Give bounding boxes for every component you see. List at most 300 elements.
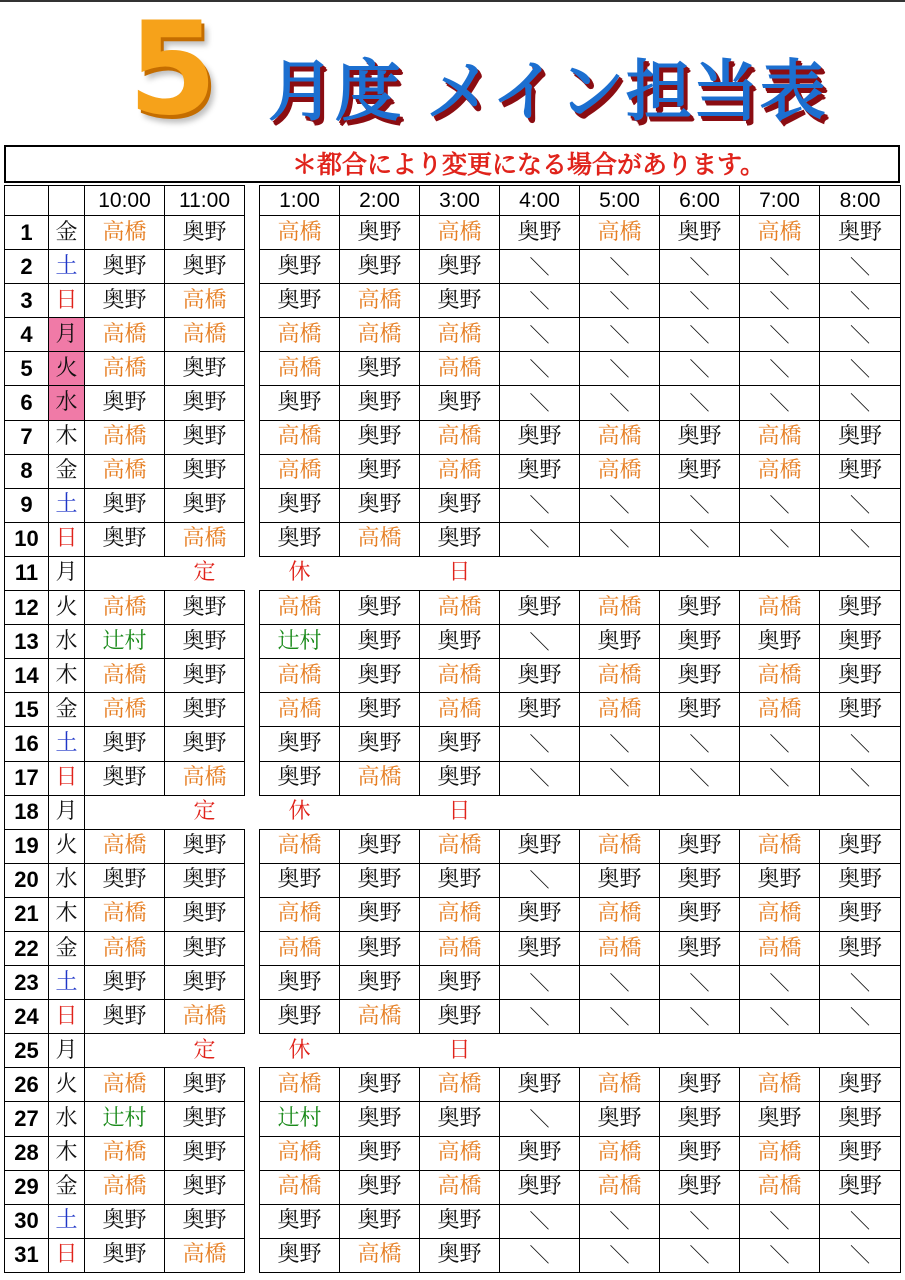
closed-day-row — [5, 556, 901, 590]
staff-cell: 高橋 — [165, 318, 245, 352]
staff-cell: 奥野 — [340, 420, 420, 454]
gap-cell — [245, 216, 260, 250]
staff-cell: 奥野 — [420, 727, 500, 761]
day-of-week: 木 — [49, 420, 85, 454]
schedule-row — [5, 488, 901, 522]
header-time: 1:00 — [260, 186, 340, 216]
staff-cell: ＼ — [740, 488, 820, 522]
day-number: 26 — [5, 1068, 49, 1102]
staff-cell: ＼ — [820, 386, 901, 420]
day-number: 16 — [5, 727, 49, 761]
schedule-row — [5, 1204, 901, 1238]
staff-cell: 奥野 — [85, 761, 165, 795]
gap-cell — [245, 420, 260, 454]
staff-cell: ＼ — [820, 966, 901, 1000]
header-time: 3:00 — [420, 186, 500, 216]
staff-cell: 奥野 — [820, 931, 901, 965]
staff-cell: 高橋 — [420, 318, 500, 352]
staff-cell: 奥野 — [165, 488, 245, 522]
staff-cell: 奥野 — [420, 488, 500, 522]
day-of-week: 水 — [49, 863, 85, 897]
day-of-week: 日 — [49, 1238, 85, 1272]
closed-cell — [165, 556, 245, 590]
staff-cell: 奥野 — [660, 420, 740, 454]
staff-cell: 奥野 — [165, 1068, 245, 1102]
staff-cell: 奥野 — [165, 1170, 245, 1204]
staff-cell: 奥野 — [85, 284, 165, 318]
staff-cell: ＼ — [740, 352, 820, 386]
closed-cell — [580, 1034, 660, 1068]
schedule-row — [5, 1170, 901, 1204]
closed-cell — [740, 1034, 820, 1068]
day-number: 13 — [5, 625, 49, 659]
staff-cell: 奥野 — [85, 386, 165, 420]
day-of-week: 水 — [49, 1102, 85, 1136]
schedule-row — [5, 727, 901, 761]
staff-cell: 奥野 — [500, 829, 580, 863]
gap-cell — [245, 1170, 260, 1204]
day-of-week: 月 — [49, 795, 85, 829]
staff-cell: 奥野 — [500, 659, 580, 693]
gap-cell — [245, 829, 260, 863]
staff-cell: 高橋 — [740, 897, 820, 931]
staff-cell: 奥野 — [165, 250, 245, 284]
gap-cell — [245, 897, 260, 931]
closed-cell — [660, 795, 740, 829]
staff-cell: 高橋 — [260, 693, 340, 727]
staff-cell: 高橋 — [740, 659, 820, 693]
staff-cell: 奥野 — [740, 1102, 820, 1136]
staff-cell: 奥野 — [340, 386, 420, 420]
staff-cell: 奥野 — [260, 1204, 340, 1238]
day-of-week: 土 — [49, 727, 85, 761]
gap-cell — [245, 284, 260, 318]
gap-cell — [245, 931, 260, 965]
day-number: 8 — [5, 454, 49, 488]
staff-cell: 高橋 — [580, 829, 660, 863]
day-of-week: 日 — [49, 761, 85, 795]
day-number: 18 — [5, 795, 49, 829]
gap-cell — [245, 591, 260, 625]
closed-cell — [820, 1034, 901, 1068]
staff-cell: 奥野 — [820, 591, 901, 625]
day-of-week: 水 — [49, 386, 85, 420]
gap-cell — [245, 863, 260, 897]
staff-cell: ＼ — [500, 352, 580, 386]
staff-cell: ＼ — [660, 966, 740, 1000]
header-time: 7:00 — [740, 186, 820, 216]
closed-cell — [500, 1034, 580, 1068]
staff-cell: ＼ — [580, 284, 660, 318]
header-row — [5, 186, 901, 216]
day-number: 24 — [5, 1000, 49, 1034]
day-number: 22 — [5, 931, 49, 965]
day-of-week: 金 — [49, 454, 85, 488]
staff-cell: 高橋 — [420, 216, 500, 250]
header-time: 10:00 — [85, 186, 165, 216]
staff-cell: 奥野 — [340, 352, 420, 386]
gap-cell — [245, 386, 260, 420]
day-of-week: 日 — [49, 522, 85, 556]
staff-cell: 奥野 — [660, 216, 740, 250]
page-title — [0, 0, 905, 142]
staff-cell: 奥野 — [340, 727, 420, 761]
staff-cell: 奥野 — [660, 829, 740, 863]
gap-cell — [245, 761, 260, 795]
schedule-row — [5, 931, 901, 965]
closed-cell — [580, 795, 660, 829]
closed-cell — [500, 556, 580, 590]
staff-cell: 高橋 — [740, 454, 820, 488]
schedule-row — [5, 1068, 901, 1102]
staff-cell: 奥野 — [740, 625, 820, 659]
day-number: 28 — [5, 1136, 49, 1170]
staff-cell: ＼ — [820, 488, 901, 522]
staff-cell: 奥野 — [165, 216, 245, 250]
staff-cell: ＼ — [500, 284, 580, 318]
closed-cell — [165, 795, 245, 829]
staff-cell: ＼ — [740, 1204, 820, 1238]
day-of-week: 月 — [49, 318, 85, 352]
staff-cell: ＼ — [580, 1238, 660, 1272]
schedule-row — [5, 625, 901, 659]
staff-cell: ＼ — [740, 761, 820, 795]
staff-cell: 奥野 — [85, 1000, 165, 1034]
closed-cell — [260, 1034, 340, 1068]
gap-cell — [245, 966, 260, 1000]
staff-cell: 奥野 — [500, 454, 580, 488]
staff-cell: 奥野 — [85, 863, 165, 897]
staff-cell: ＼ — [820, 761, 901, 795]
header-time: 2:00 — [340, 186, 420, 216]
staff-cell: 高橋 — [85, 693, 165, 727]
staff-cell: ＼ — [820, 522, 901, 556]
day-number: 31 — [5, 1238, 49, 1272]
staff-cell: ＼ — [500, 1000, 580, 1034]
staff-cell: 奥野 — [820, 420, 901, 454]
staff-cell: 高橋 — [340, 761, 420, 795]
staff-cell: 高橋 — [420, 1136, 500, 1170]
staff-cell: 高橋 — [260, 659, 340, 693]
staff-cell: 奥野 — [340, 1204, 420, 1238]
staff-cell: ＼ — [740, 1000, 820, 1034]
closed-day-row — [5, 795, 901, 829]
staff-cell: 高橋 — [580, 931, 660, 965]
staff-cell: 奥野 — [660, 454, 740, 488]
staff-cell: 奥野 — [660, 863, 740, 897]
staff-cell: 高橋 — [740, 1068, 820, 1102]
day-of-week: 土 — [49, 966, 85, 1000]
closed-label: 休 — [288, 799, 311, 825]
staff-cell: ＼ — [500, 625, 580, 659]
schedule-row — [5, 250, 901, 284]
staff-cell: 高橋 — [85, 454, 165, 488]
staff-cell: 高橋 — [740, 693, 820, 727]
staff-cell: 奥野 — [820, 625, 901, 659]
closed-label: 定 — [193, 560, 216, 586]
staff-cell: 奥野 — [260, 727, 340, 761]
closed-label: 日 — [448, 799, 471, 825]
staff-cell: 奥野 — [500, 1170, 580, 1204]
day-of-week: 木 — [49, 1136, 85, 1170]
staff-cell: 高橋 — [420, 1170, 500, 1204]
staff-cell: 奥野 — [340, 1102, 420, 1136]
closed-day-row — [5, 1034, 901, 1068]
staff-cell: ＼ — [500, 966, 580, 1000]
gap-cell — [245, 352, 260, 386]
staff-cell: 高橋 — [260, 420, 340, 454]
staff-cell: ＼ — [580, 1204, 660, 1238]
day-of-week: 金 — [49, 1170, 85, 1204]
staff-cell: ＼ — [820, 352, 901, 386]
staff-cell: ＼ — [660, 1238, 740, 1272]
schedule-row — [5, 829, 901, 863]
staff-cell: 高橋 — [260, 318, 340, 352]
gap-cell — [245, 522, 260, 556]
gap-cell — [245, 625, 260, 659]
staff-cell: 奥野 — [165, 1204, 245, 1238]
staff-cell: 奥野 — [580, 1102, 660, 1136]
staff-cell: ＼ — [500, 318, 580, 352]
gap-cell — [245, 556, 260, 590]
staff-cell: 高橋 — [165, 522, 245, 556]
staff-cell: 奥野 — [660, 931, 740, 965]
day-of-week: 火 — [49, 1068, 85, 1102]
staff-cell: 高橋 — [580, 454, 660, 488]
staff-cell: ＼ — [740, 318, 820, 352]
staff-cell: 奥野 — [340, 693, 420, 727]
staff-cell: 奥野 — [420, 1102, 500, 1136]
staff-cell: 高橋 — [260, 352, 340, 386]
staff-cell: 奥野 — [165, 1136, 245, 1170]
staff-cell: 奥野 — [165, 625, 245, 659]
staff-cell: 奥野 — [660, 625, 740, 659]
day-number: 10 — [5, 522, 49, 556]
day-number: 21 — [5, 897, 49, 931]
schedule-row — [5, 1102, 901, 1136]
staff-cell: 奥野 — [165, 1102, 245, 1136]
closed-cell — [260, 556, 340, 590]
staff-cell: 高橋 — [260, 454, 340, 488]
staff-cell: 奥野 — [340, 1170, 420, 1204]
schedule-table — [4, 185, 901, 1273]
staff-cell: 高橋 — [420, 591, 500, 625]
staff-cell: 高橋 — [420, 352, 500, 386]
staff-cell: ＼ — [660, 284, 740, 318]
staff-cell: 奥野 — [165, 897, 245, 931]
gap-cell — [245, 727, 260, 761]
closed-label: 日 — [448, 560, 471, 586]
gap-cell — [245, 250, 260, 284]
staff-cell: 奥野 — [165, 931, 245, 965]
staff-cell: 奥野 — [260, 966, 340, 1000]
staff-cell: 奥野 — [260, 761, 340, 795]
staff-cell: 奥野 — [340, 250, 420, 284]
day-number: 4 — [5, 318, 49, 352]
day-number: 29 — [5, 1170, 49, 1204]
day-of-week: 水 — [49, 625, 85, 659]
staff-cell: 高橋 — [260, 1170, 340, 1204]
staff-cell: ＼ — [500, 1204, 580, 1238]
closed-cell — [500, 795, 580, 829]
staff-cell: 奥野 — [165, 863, 245, 897]
schedule-row — [5, 693, 901, 727]
staff-cell: ＼ — [820, 1204, 901, 1238]
closed-label: 定 — [193, 799, 216, 825]
gap-cell — [245, 488, 260, 522]
staff-cell: 奥野 — [85, 250, 165, 284]
gap-cell — [245, 1136, 260, 1170]
staff-cell: 奥野 — [340, 829, 420, 863]
notice-box — [4, 145, 900, 183]
staff-cell: 高橋 — [85, 1068, 165, 1102]
day-number: 12 — [5, 591, 49, 625]
staff-cell: 高橋 — [420, 829, 500, 863]
staff-cell: ＼ — [660, 352, 740, 386]
gap-cell — [245, 318, 260, 352]
day-number: 30 — [5, 1204, 49, 1238]
staff-cell: 高橋 — [580, 659, 660, 693]
day-number: 6 — [5, 386, 49, 420]
staff-cell: 奥野 — [340, 625, 420, 659]
staff-cell: ＼ — [660, 727, 740, 761]
day-number: 15 — [5, 693, 49, 727]
schedule-row — [5, 386, 901, 420]
staff-cell: 奥野 — [165, 386, 245, 420]
staff-cell: 奥野 — [420, 761, 500, 795]
staff-cell: 奥野 — [165, 659, 245, 693]
staff-cell: 高橋 — [580, 216, 660, 250]
staff-cell: ＼ — [660, 1000, 740, 1034]
day-of-week: 火 — [49, 352, 85, 386]
staff-cell: 奥野 — [820, 1068, 901, 1102]
staff-cell: ＼ — [580, 522, 660, 556]
staff-cell: ＼ — [500, 386, 580, 420]
staff-cell: ＼ — [740, 966, 820, 1000]
staff-cell: 奥野 — [420, 386, 500, 420]
staff-cell: 高橋 — [740, 931, 820, 965]
staff-cell: ＼ — [660, 522, 740, 556]
day-number: 2 — [5, 250, 49, 284]
title-month-number: 5 — [128, 0, 218, 144]
closed-cell — [260, 795, 340, 829]
staff-cell: 奥野 — [85, 1204, 165, 1238]
staff-cell: 高橋 — [420, 420, 500, 454]
day-of-week: 土 — [49, 250, 85, 284]
staff-cell: 高橋 — [580, 1170, 660, 1204]
staff-cell: 高橋 — [580, 591, 660, 625]
closed-label: 休 — [288, 1037, 311, 1063]
closed-cell — [740, 556, 820, 590]
staff-cell: 奥野 — [420, 863, 500, 897]
day-of-week: 日 — [49, 284, 85, 318]
day-of-week: 土 — [49, 1204, 85, 1238]
staff-cell: 高橋 — [340, 1238, 420, 1272]
day-number: 23 — [5, 966, 49, 1000]
staff-cell: 高橋 — [260, 1068, 340, 1102]
closed-cell — [740, 795, 820, 829]
staff-cell: 奥野 — [500, 591, 580, 625]
staff-cell: 奥野 — [340, 897, 420, 931]
header-time: 11:00 — [165, 186, 245, 216]
staff-cell: 奥野 — [420, 966, 500, 1000]
day-number: 27 — [5, 1102, 49, 1136]
staff-cell: 奥野 — [340, 454, 420, 488]
staff-cell: ＼ — [740, 386, 820, 420]
staff-cell: ＼ — [660, 386, 740, 420]
staff-cell: 奥野 — [165, 420, 245, 454]
staff-cell: ＼ — [660, 318, 740, 352]
staff-cell: 奥野 — [420, 1204, 500, 1238]
staff-cell: 高橋 — [420, 897, 500, 931]
staff-cell: 高橋 — [85, 420, 165, 454]
staff-cell: 高橋 — [85, 216, 165, 250]
gap-cell — [245, 454, 260, 488]
staff-cell: 奥野 — [85, 966, 165, 1000]
closed-label: 休 — [288, 560, 311, 586]
staff-cell: 高橋 — [420, 659, 500, 693]
staff-cell: 高橋 — [260, 216, 340, 250]
staff-cell: 高橋 — [580, 1136, 660, 1170]
staff-cell: 奥野 — [820, 454, 901, 488]
staff-cell: ＼ — [580, 1000, 660, 1034]
day-of-week: 火 — [49, 829, 85, 863]
staff-cell: 奥野 — [165, 352, 245, 386]
staff-cell: 高橋 — [260, 829, 340, 863]
staff-cell: 奥野 — [820, 659, 901, 693]
staff-cell: 奥野 — [660, 591, 740, 625]
staff-cell: 辻村 — [260, 1102, 340, 1136]
closed-label: 定 — [193, 1037, 216, 1063]
staff-cell: 奥野 — [260, 522, 340, 556]
staff-cell: 奥野 — [820, 829, 901, 863]
gap-cell — [245, 1000, 260, 1034]
header-time: 5:00 — [580, 186, 660, 216]
staff-cell: 高橋 — [85, 897, 165, 931]
staff-cell: ＼ — [500, 488, 580, 522]
staff-cell: 高橋 — [260, 1136, 340, 1170]
staff-cell: ＼ — [580, 761, 660, 795]
staff-cell: 奥野 — [340, 591, 420, 625]
staff-cell: 高橋 — [260, 591, 340, 625]
closed-cell — [820, 795, 901, 829]
staff-cell: 奥野 — [340, 931, 420, 965]
staff-cell: ＼ — [580, 727, 660, 761]
staff-cell: 奥野 — [165, 727, 245, 761]
staff-cell: 奥野 — [660, 659, 740, 693]
day-of-week: 金 — [49, 216, 85, 250]
day-of-week: 日 — [49, 1000, 85, 1034]
title-text: 月度 メイン担当表 — [268, 53, 827, 130]
staff-cell: ＼ — [500, 863, 580, 897]
staff-cell: 奥野 — [165, 693, 245, 727]
staff-cell: ＼ — [500, 1102, 580, 1136]
closed-cell — [340, 795, 420, 829]
staff-cell: ＼ — [660, 761, 740, 795]
closed-cell — [580, 556, 660, 590]
schedule-row — [5, 522, 901, 556]
schedule-row — [5, 216, 901, 250]
staff-cell: 奥野 — [580, 625, 660, 659]
staff-cell: ＼ — [660, 1204, 740, 1238]
staff-cell: 奥野 — [500, 693, 580, 727]
staff-cell: ＼ — [820, 318, 901, 352]
staff-cell: ＼ — [580, 386, 660, 420]
closed-cell — [420, 1034, 500, 1068]
schedule-row — [5, 897, 901, 931]
staff-cell: 奥野 — [340, 1068, 420, 1102]
staff-cell: 奥野 — [260, 488, 340, 522]
